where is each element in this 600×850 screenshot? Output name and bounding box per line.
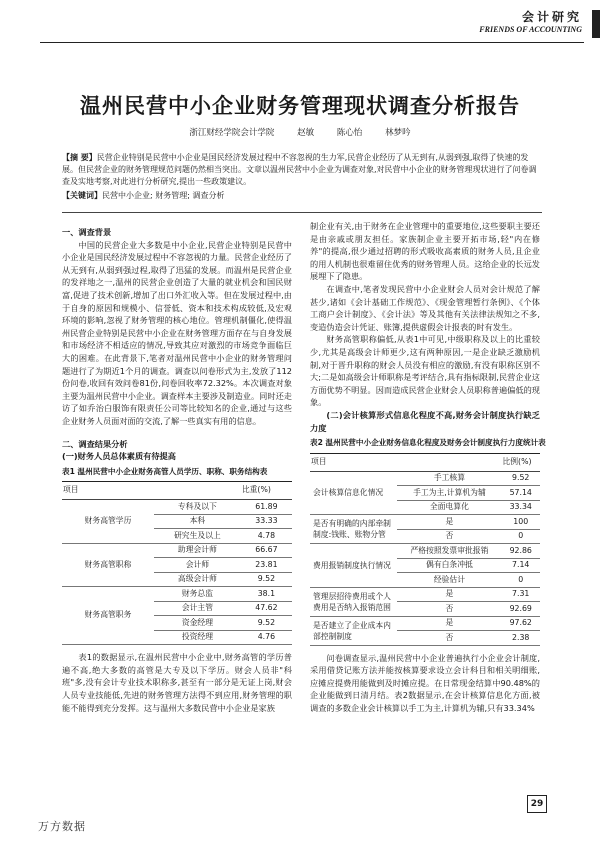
row-item: 会计主管 <box>154 601 241 616</box>
row-item: 高级会计师 <box>154 572 241 587</box>
row-value: 0 <box>501 529 540 544</box>
row-item: 全面电算化 <box>397 500 501 515</box>
table2-caption: 表2 温州民营中小企业财务信息化程度及财务会计制度执行力度统计表 <box>310 438 546 448</box>
row-item: 专科及以下 <box>154 500 241 515</box>
author-name: 赵敏 <box>297 128 315 138</box>
paragraph: 财务高管职称偏低,从表1中可见,中级职称及以上的比重较少,尤其是高级会计师更少,这有两种原因,一是企业缺乏激励机制,对于晋升职称的财会人员没有相应的激励,有没有职称区别不大;二是如高级会计师职称是考评结合,具有指标限制,民营企业这方面优势不明显。因而造成民营企业财会人员职称普遍偏低的现象。 <box>310 334 540 408</box>
row-value: 100 <box>501 515 540 530</box>
abstract-label: 【摘 要】 <box>62 153 97 162</box>
table1-head-value: 比重(%) <box>241 482 292 500</box>
row-category: 会计核算信息化情况 <box>310 471 397 515</box>
row-value: 7.14 <box>501 558 540 573</box>
author-name: 陈心怡 <box>336 128 363 138</box>
row-value: 57.14 <box>501 486 540 501</box>
row-value: 4.76 <box>241 630 292 645</box>
author-name: 林梦吟 <box>385 128 411 138</box>
row-value: 47.62 <box>241 601 292 616</box>
row-item: 研究生及以上 <box>154 529 241 544</box>
table-row <box>62 587 292 602</box>
page-number: 29 <box>527 795 547 813</box>
row-category: 财务高管学历 <box>62 500 154 544</box>
table-row <box>310 471 540 486</box>
row-value: 92.69 <box>501 602 540 617</box>
paragraph: 制企业有关,由于财务在企业管理中的重要地位,这些要职主要还是由亲戚或朋友担任。家族制企业主要开拓市场,轻"内在修养"的提高,很少通过招聘的形式吸收高素质的财务人员,且企业的用人机制也很难留住优秀的财务管理人员。这给企业的长远发展埋下了隐患。 <box>310 221 540 282</box>
journal-name-en: FRIENDS OF ACCOUNTING <box>479 25 582 34</box>
header-tab-marker <box>592 10 600 38</box>
table1-caption: 表1 温州民营中小企业财务高管人员学历、职称、职务结构表 <box>62 466 268 476</box>
row-item: 偶有白条冲抵 <box>397 558 501 573</box>
section-heading: 一、调查背景 <box>62 227 112 237</box>
row-value: 38.1 <box>241 587 292 602</box>
watermark: 万方数据 <box>38 820 86 833</box>
row-item: 经验估计 <box>397 573 501 588</box>
article-title: 温州民营中小企业财务管理现状调查分析报告 <box>80 94 520 118</box>
row-item: 财务总监 <box>154 587 241 602</box>
abstract <box>62 152 542 202</box>
paragraph: 中国的民营企业大多数是中小企业,民营企业特别是民营中小企业是国民经济发展过程中不容忽视的力量。民营企业经历了从无到有,从弱到强过程,取得了迅猛的发展。而温州是民营企业的发祥地之一,温州的民营企业创造了大量的就业机会和国民财富,促进了技术创新,增加了出口外汇收入等。但在发展过程中,由于自身的原因和规模小、信誉低、资本和技术构成较低,及宏观环境的影响,忽视了财务管理的核心地位。管理机制僵化,使得温州民营企业特别是民营中小企业在财务管理方面存在与自身发展和市场经济不相适应的情况,导致其应对激烈的市场竞争面临巨大的困难。在此背景下,笔者对温州民营中小企业的财务管理问题进行了为期近1个月的调查。调查以问卷形式为主,发放了112份问卷,收回有效问卷81份,问卷回收率72.32%。本次调查对象主要为温州民营中小企业。调查样本主要涉及制造业。同时还走访了如乔治白服饰有限责任公司等比较知名的企业,通过与这些企业财务人员面对面的交流,了解一些真实有用的信息。 <box>62 239 292 426</box>
table2-head-item: 项目 <box>310 453 501 471</box>
table-row <box>310 616 540 631</box>
section-heading: 二、调查结果分析 <box>62 438 128 449</box>
row-value: 33.33 <box>241 514 292 529</box>
row-category: 财务高管职称 <box>62 543 154 587</box>
abstract-text: 民营企业特别是民营中小企业是国民经济发展过程中不容忽视的生力军,民营企业经历了从无到有,从弱到强,取得了快速的发展。但民营企业的财务管理规范问题仍然相当突出。文章以温州民营中小企业为调查对象,对民营中小企业的财务管理现状进行了问卷调查及实地考察,对此进行分析研究,提出一些政策建议。 <box>62 153 537 186</box>
row-item: 手工核算 <box>397 471 501 486</box>
row-category: 是否建立了企业成本内部控制制度 <box>310 616 397 645</box>
row-category: 管理层招待费用或个人费用是否纳入报销范围 <box>310 587 397 616</box>
abstract-rule <box>62 212 542 213</box>
row-value: 9.52 <box>501 471 540 486</box>
row-value: 2.38 <box>501 631 540 646</box>
row-item: 严格按照发票审批报销 <box>397 544 501 559</box>
row-item: 本科 <box>154 514 241 529</box>
row-value: 4.78 <box>241 529 292 544</box>
row-item: 否 <box>397 631 501 646</box>
row-value: 7.31 <box>501 587 540 602</box>
paragraph: 问卷调查显示,温州民营中小企业普遍执行小企业会计制度,采用借贷记账方法并能按核算要求设立会计科目和相关明细账,应摊应提费用能做到及时摊应提。在日常现金结算中90.48%的企业能做到日清月结。表2数据显示,在会计核算信息化方面,被调查的多数企业会计核算以手工为主,计算机为辅,只有33.34% <box>310 652 540 714</box>
row-value: 9.52 <box>241 572 292 587</box>
row-item: 助理会计师 <box>154 543 241 558</box>
row-value: 0 <box>501 573 540 588</box>
row-value: 33.34 <box>501 500 540 515</box>
table1-head-item: 项目 <box>62 482 241 500</box>
keywords-label: 【关键词】 <box>62 191 102 200</box>
journal-header <box>479 8 582 34</box>
row-item: 是 <box>397 616 501 631</box>
row-value: 9.52 <box>241 616 292 631</box>
row-category: 财务高管职务 <box>62 587 154 645</box>
row-item: 否 <box>397 529 501 544</box>
row-value: 61.89 <box>241 500 292 515</box>
paragraph: 表1的数据显示,在温州民营中小企业中,财务高管的学历普遍不高,绝大多数的高管是大专及以下学历。财会人员非"科班"多,没有会计专业技术职称多,甚至有一部分是无证上岗,财会人员专业技能低,先进的财务管理方法得不到应用,财务管理的职能不能得到充分发挥。这与温州大多数民营中小企业是家族 <box>62 652 292 713</box>
subsection-heading: (二)会计核算形式信息化程度不高,财务会计制度执行缺乏力度 <box>310 409 540 433</box>
author-org: 浙江财经学院会计学院 <box>189 128 275 138</box>
table-row <box>62 543 292 558</box>
row-item: 是 <box>397 515 501 530</box>
row-value: 97.62 <box>501 616 540 631</box>
row-value: 66.67 <box>241 543 292 558</box>
table-row <box>310 544 540 559</box>
journal-name: 会计研究 <box>521 10 582 24</box>
header-rule <box>40 42 584 43</box>
table-row <box>62 500 292 515</box>
table2-head-value: 比例(%) <box>501 453 540 471</box>
keywords-text: 民营中小企业; 财务管理; 调查分析 <box>102 191 225 200</box>
row-item: 资金经理 <box>154 616 241 631</box>
row-category: 费用报销制度执行情况 <box>310 544 397 588</box>
row-item: 是 <box>397 587 501 602</box>
table2 <box>310 453 540 646</box>
row-item: 手工为主,计算机为辅 <box>397 486 501 501</box>
author-line <box>0 126 600 138</box>
paragraph: 在调查中,笔者发现民营中小企业财会人员对会计规范了解甚少,诸如《会计基础工作规范》、《现金管理暂行条例》、《个体工商户会计制度》、《会计法》等及其他有关法律法规知之不多,变造伪造会计凭证、账簿,提供虚假会计报表的时有发生。 <box>310 283 540 332</box>
subsection-heading: (一)财务人员总体素质有待提高 <box>62 451 176 462</box>
left-column <box>62 220 292 714</box>
right-column <box>310 220 546 715</box>
row-value: 23.81 <box>241 558 292 573</box>
row-item: 会计师 <box>154 558 241 573</box>
row-value: 92.86 <box>501 544 540 559</box>
table-row <box>310 515 540 530</box>
row-item: 投资经理 <box>154 630 241 645</box>
table-row <box>310 587 540 602</box>
table1 <box>62 481 292 645</box>
row-category: 是否有明确的内部牵制制度:钱账、账物分管 <box>310 515 397 544</box>
row-item: 否 <box>397 602 501 617</box>
